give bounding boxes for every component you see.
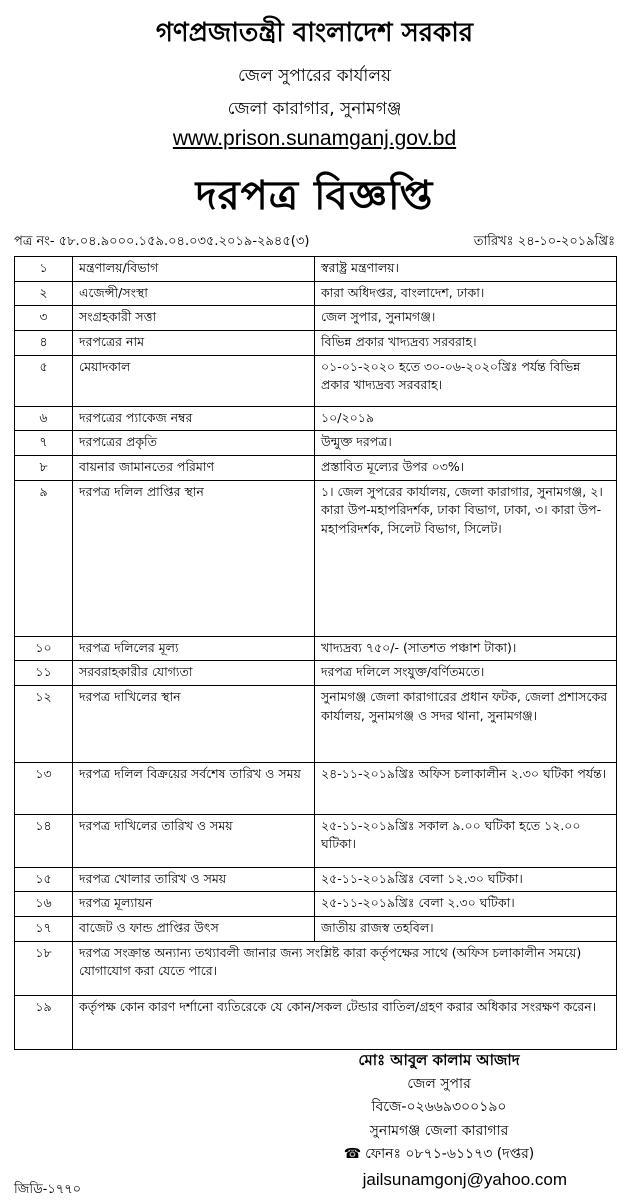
row-label: এজেন্সী/সংস্থা bbox=[73, 281, 315, 306]
memo-date: তারিখঃ ২৪-১০-২০১৯খ্রিঃ bbox=[473, 234, 615, 249]
row-label: বাজেট ও ফান্ড প্রাপ্তির উৎস bbox=[73, 917, 315, 942]
row-label: সরবরাহকারীর যোগ্যতা bbox=[73, 661, 315, 686]
row-label: দরপত্রের নাম bbox=[73, 331, 315, 356]
row-label: মেয়াদকাল bbox=[73, 355, 315, 406]
row-serial: ১১ bbox=[15, 661, 73, 686]
row-value: জেল সুপার, সুনামগঞ্জ। bbox=[315, 306, 617, 331]
table-row bbox=[15, 480, 617, 636]
signatory-name: মোঃ আবুল কালাম আজাদ bbox=[358, 1051, 520, 1069]
table-row bbox=[15, 281, 617, 306]
phone-number: ফোনঃ ০৮৭১-৬১১৭৩ (দপ্তর) bbox=[365, 1146, 535, 1162]
row-serial: ২ bbox=[15, 281, 73, 306]
row-label: মন্ত্রণালয়/বিভাগ bbox=[73, 257, 315, 282]
table-row bbox=[15, 762, 617, 814]
table-row bbox=[15, 892, 617, 917]
row-serial: ১২ bbox=[15, 685, 73, 762]
government-name: গণপ্রজাতন্ত্রী বাংলাদেশ সরকার bbox=[155, 18, 474, 48]
row-value: ২৫-১১-২০১৯খ্রিঃ বেলা ১২.৩০ ঘটিকা। bbox=[315, 867, 617, 892]
row-label: দরপত্রের প্রকৃতি bbox=[73, 431, 315, 456]
memo-row bbox=[14, 232, 615, 254]
row-value: উন্মুক্ত দরপত্র। bbox=[315, 431, 617, 456]
table-row bbox=[15, 814, 617, 867]
row-value: ২৪-১১-২০১৯খ্রিঃ অফিস চলাকালীন ২.৩০ ঘটিকা পর্যন্ত। bbox=[315, 762, 617, 814]
row-value: খাদ্যদ্রব্য ৭৫০/- (সাতশত পঞ্চাশ টাকা)। bbox=[315, 636, 617, 661]
table-row bbox=[15, 455, 617, 480]
row-note: দরপত্র সংক্রান্ত অন্যান্য তথ্যাবলী জানার জন্য সংশ্লিষ্ট কারা কর্তৃপক্ষের সাথে (অফিস চলাকালীন সময়ে) যোগাযোগ করা যেতে পারে। bbox=[73, 941, 617, 995]
row-value: প্রস্তাবিত মূল্যের উপর ০৩%। bbox=[315, 455, 617, 480]
website-link[interactable]: www.prison.sunamganj.gov.bd bbox=[172, 127, 457, 150]
tender-table-body bbox=[15, 257, 617, 1050]
row-label: দরপত্রের প্যাকেজ নম্বর bbox=[73, 406, 315, 431]
row-serial: ১৪ bbox=[15, 814, 73, 867]
row-serial: ১০ bbox=[15, 636, 73, 661]
row-label: সংগ্রহকারী সত্তা bbox=[73, 306, 315, 331]
table-row bbox=[15, 431, 617, 456]
table-row bbox=[15, 306, 617, 331]
row-value: ২৫-১১-২০১৯খ্রিঃ বেলা ২.৩০ ঘটিকা। bbox=[315, 892, 617, 917]
row-serial: ৪ bbox=[15, 331, 73, 356]
signatory-designation: জেল সুপার bbox=[407, 1075, 471, 1092]
jail-name: জেলা কারাগার, সুনামগঞ্জ bbox=[227, 99, 402, 119]
table-row bbox=[15, 636, 617, 661]
row-serial: ১৬ bbox=[15, 892, 73, 917]
row-label: দরপত্র দাখিলের তারিখ ও সময় bbox=[73, 814, 315, 867]
row-label: দরপত্র দলিল প্রাপ্তির স্থান bbox=[73, 480, 315, 636]
row-serial: ৭ bbox=[15, 431, 73, 456]
row-serial: ৯ bbox=[15, 480, 73, 636]
email-address[interactable]: jailsunamgonj@yahoo.com bbox=[362, 1170, 567, 1189]
table-row bbox=[15, 331, 617, 356]
table-row bbox=[15, 355, 617, 406]
row-serial: ১৮ bbox=[15, 941, 73, 995]
table-row bbox=[15, 257, 617, 282]
reference-number: জিডি-১৭৭০ bbox=[14, 1182, 82, 1197]
row-serial: ৮ bbox=[15, 455, 73, 480]
row-value: কারা অধিদপ্তর, বাংলাদেশ, ঢাকা। bbox=[315, 281, 617, 306]
office-name: জেল সুপারের কার্যালয় bbox=[237, 66, 392, 86]
memo-number: পত্র নং- ৫৮.০৪.৯০০০.১৫৯.০৪.০৩৫.২০১৯-২৯৪৫(৩) bbox=[14, 234, 310, 249]
table-row bbox=[15, 941, 617, 995]
row-value: ১০/২০১৯ bbox=[315, 406, 617, 431]
signature-block bbox=[319, 1049, 559, 1167]
row-serial: ১৩ bbox=[15, 762, 73, 814]
row-serial: ১৫ bbox=[15, 867, 73, 892]
row-label: বায়নার জামানতের পরিমাণ bbox=[73, 455, 315, 480]
row-serial: ৫ bbox=[15, 355, 73, 406]
phone-line bbox=[319, 1143, 559, 1167]
row-label: দরপত্র দলিলের মূল্য bbox=[73, 636, 315, 661]
row-serial: ১৯ bbox=[15, 995, 73, 1049]
table-row bbox=[15, 661, 617, 686]
row-label: দরপত্র খোলার তারিখ ও সময় bbox=[73, 867, 315, 892]
row-value: সুনামগঞ্জ জেলা কারাগারের প্রধান ফটক, জেলা প্রশাসকের কার্যালয়, সুনামগঞ্জ ও সদর থানা, সুনামগঞ্জ। bbox=[315, 685, 617, 762]
row-value: ০১-০১-২০২০ হতে ৩০-০৬-২০২০খ্রিঃ পর্যন্ত বিভিন্ন প্রকার খাদ্যদ্রব্য সরবরাহ। bbox=[315, 355, 617, 406]
row-value: বিভিন্ন প্রকার খাদ্যদ্রব্য সরবরাহ। bbox=[315, 331, 617, 356]
row-value: ১। জেল সুপরের কার্যালয়, জেলা কারাগার, সুনামগঞ্জ, ২। কারা উপ-মহাপরিদর্শক, ঢাকা বিভাগ, ঢাকা, ৩। কারা উপ-মহাপরিদর্শক, সিলেট বিভাগ, সিলেট। bbox=[315, 480, 617, 636]
row-serial: ১৭ bbox=[15, 917, 73, 942]
row-serial: ১ bbox=[15, 257, 73, 282]
row-value: দরপত্র দলিলে সংযুক্ত/বর্ণিতমতে। bbox=[315, 661, 617, 686]
notice-title: দরপত্র বিজ্ঞপ্তি bbox=[195, 173, 434, 219]
row-value: জাতীয় রাজস্ব তহবিল। bbox=[315, 917, 617, 942]
row-label: দরপত্র দাখিলের স্থান bbox=[73, 685, 315, 762]
telephone-icon: ☎ bbox=[343, 1146, 362, 1162]
row-serial: ৬ bbox=[15, 406, 73, 431]
row-value: স্বরাষ্ট্র মন্ত্রণালয়। bbox=[315, 257, 617, 282]
row-label: দরপত্র দলিল বিক্রয়ের সর্বশেষ তারিখ ও সময় bbox=[73, 762, 315, 814]
table-row bbox=[15, 406, 617, 431]
row-note: কর্তৃপক্ষ কোন কারণ দর্শানো ব্যতিরেকে যে কোন/সকল টেন্ডার বাতিল/গ্রহণ করার অধিকার সংরক্ষণ করেন। bbox=[73, 995, 617, 1049]
table-row bbox=[15, 995, 617, 1049]
table-row bbox=[15, 685, 617, 762]
signatory-bg-number: বিজে-০২৬৬৯৩০০১৯০ bbox=[371, 1099, 507, 1115]
table-row bbox=[15, 917, 617, 942]
signatory-office: সুনামগঞ্জ জেলা কারাগার bbox=[369, 1122, 509, 1139]
table-row bbox=[15, 867, 617, 892]
row-label: দরপত্র মূল্যায়ন bbox=[73, 892, 315, 917]
row-value: ২৫-১১-২০১৯খ্রিঃ সকাল ৯.০০ ঘটিকা হতে ১২.০০ ঘটিকা। bbox=[315, 814, 617, 867]
tender-table bbox=[14, 256, 617, 1050]
row-serial: ৩ bbox=[15, 306, 73, 331]
